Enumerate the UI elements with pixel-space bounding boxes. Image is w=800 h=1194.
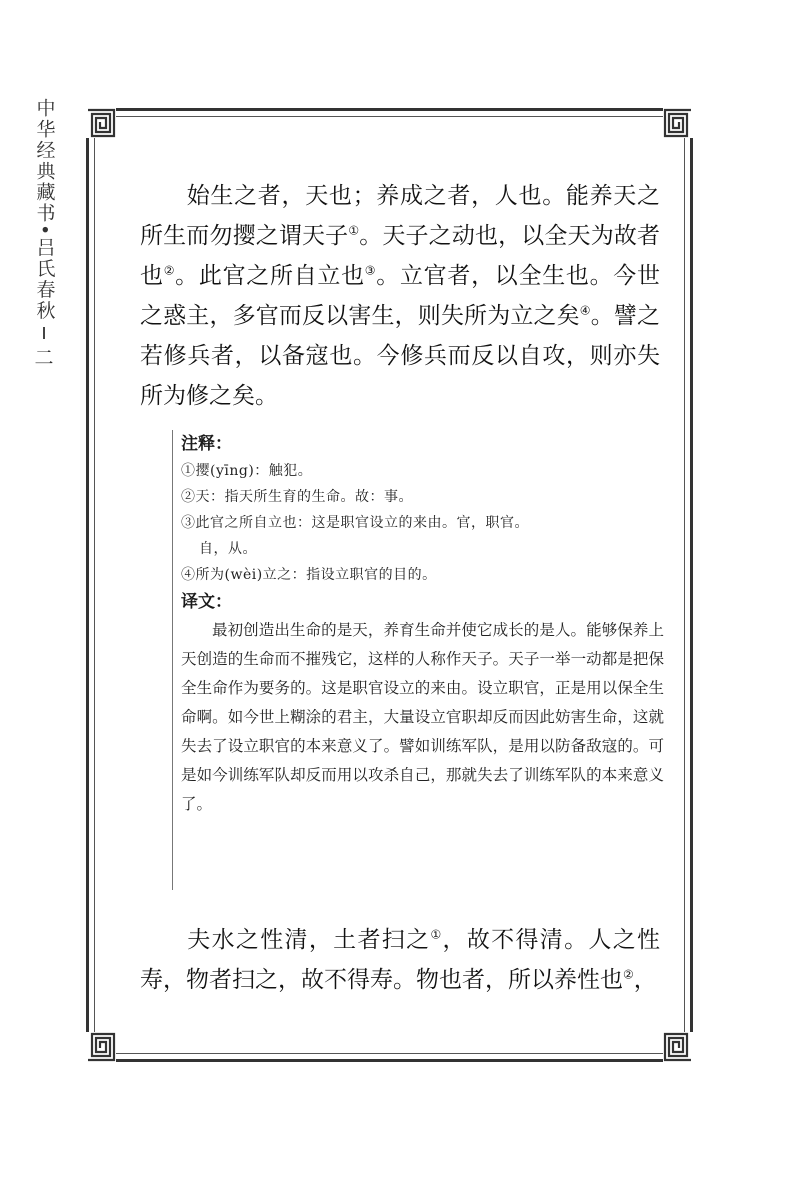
text-run: ， [633, 967, 657, 993]
original-text-paragraph-2 [140, 920, 660, 1000]
text-run: ，故不得清。人之性寿，物者扫之，故不得寿。物也者，所以养性也 [140, 927, 661, 993]
translation-heading: 译文： [181, 592, 232, 612]
header-series [35, 98, 54, 321]
text-run: 。此官之所自立也 [175, 263, 365, 289]
footnote-marker: ① [430, 927, 443, 942]
series-title: 中华经典藏书 [33, 98, 56, 224]
fret-corner-ornament [663, 108, 693, 138]
notes-heading: 注释： [181, 434, 232, 454]
running-header [22, 98, 66, 370]
footnote-marker: ④ [579, 303, 591, 318]
note-item: ①撄(yīng)：触犯。 [181, 463, 313, 479]
note-item-continuation: 自，从。 [199, 541, 257, 557]
original-text-paragraph-1 [140, 176, 660, 416]
page-number: 二 [34, 347, 54, 370]
note-item: ④所为(wèi)立之：指设立职官的目的。 [181, 567, 437, 583]
note-item: ②天：指天所生育的生命。故：事。 [181, 489, 413, 505]
footnote-marker: ② [163, 263, 176, 278]
notes-block [172, 430, 664, 890]
text-run: 夫水之性清，土者扫之 [186, 927, 431, 953]
fret-corner-ornament [86, 108, 116, 138]
text-run: 。天子之动也，以全天为故者也 [140, 223, 660, 289]
translation-text: 最初创造出生命的是天，养育生命并使它成长的是人。能够保养上天创造的生命而不摧残它，这样的人称作天子。天子一举一动都是把保全生命作为要务的。这是职官设立的来由。设立职官，正是用以保全生命啊。如今世上糊涂的君主，大量设立官职却反而因此妨害生命，这就失去了设立职官的本来意义了。譬如训练军队，是用以防备敌寇的。可是如今训练军队却反而用以攻杀自己，那就失去了训练军队的本来意义了。 [181, 621, 664, 813]
footnote-marker: ③ [364, 263, 377, 278]
fret-corner-ornament [86, 1032, 116, 1062]
text-run: 。立官者，以全生也。今世之惑主，多官而反以害生，则失所为立之矣 [140, 263, 660, 329]
fret-corner-ornament [663, 1032, 693, 1062]
book-title: 吕氏春秋 [33, 237, 56, 322]
header-divider [43, 327, 45, 339]
text-run: 。譬之若修兵者，以备寇也。今修兵而反以自攻，则亦失所为修之矣。 [140, 303, 660, 409]
text-run: 始生之者，天也；养成之者，人也。能养天之所生而勿撄之谓天子 [140, 183, 660, 249]
footnote-marker: ② [623, 967, 634, 982]
header-dot: • [33, 224, 56, 238]
note-item: ③此官之所自立也：这是职官设立的来由。官，职官。 [181, 515, 529, 531]
footnote-marker: ① [348, 223, 360, 238]
